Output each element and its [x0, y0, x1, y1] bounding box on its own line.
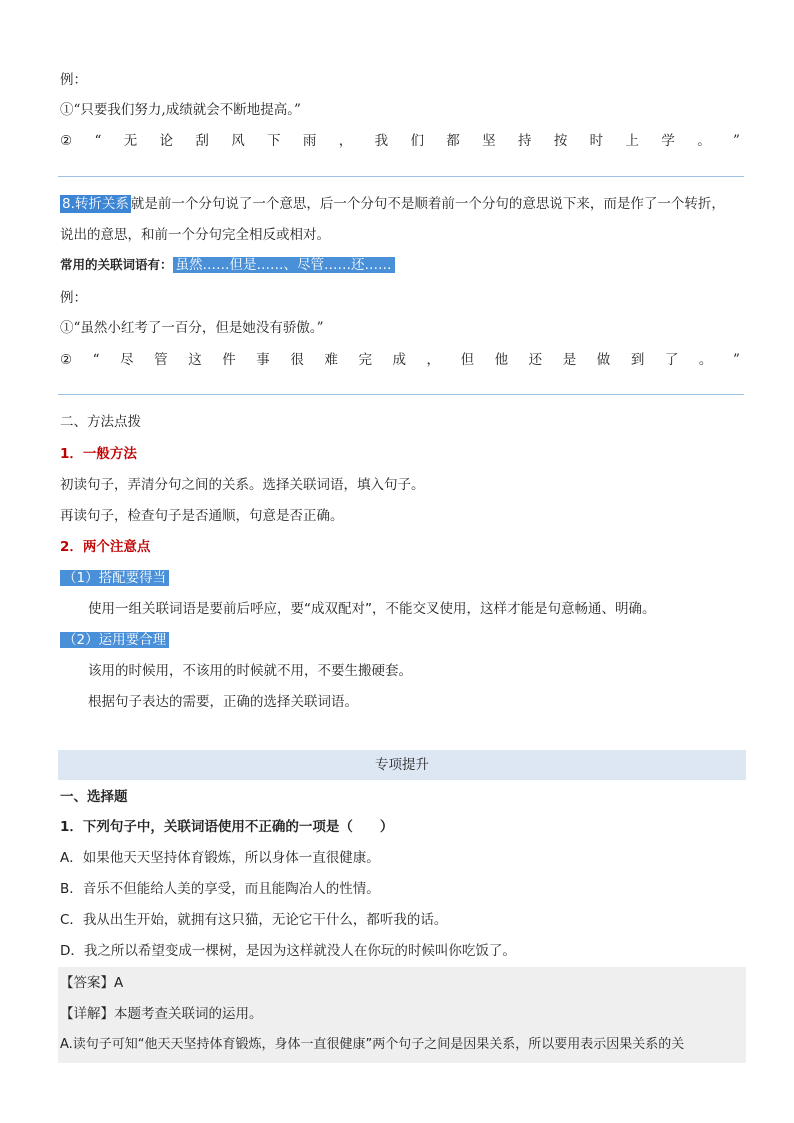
method-line-1: 初读句子，弄清分句之间的关系。选择关联词语，填入句子。	[60, 477, 425, 493]
point-1-text: 使用一组关联词语是要前后呼应，要“成双配对”，不能交叉使用，这样才能是句意畅通、明确。	[88, 601, 656, 617]
point-2-tag-line	[60, 630, 169, 650]
example-item-1: ①“只要我们努力,成绩就会不断地提高。”	[60, 102, 301, 118]
point-2-tag: （2）运用要合理	[60, 632, 169, 648]
question-stem: 1．下列句子中，关联词语使用不正确的一项是（ ）	[60, 819, 394, 835]
point-2-text-1: 该用的时候用，不该用的时候就不用，不要生搬硬套。	[88, 663, 412, 679]
option-b: B．音乐不但能给人美的享受，而且能陶冶人的性情。	[60, 881, 380, 897]
option-a: A．如果他天天坚持体育锻炼，所以身体一直很健康。	[60, 850, 380, 866]
detail-line: 【详解】本题考查关联词的运用。	[60, 1006, 263, 1022]
transition-paragraph-2: 说出的意思，和前一个分句完全相反或相对。	[60, 227, 330, 243]
divider	[58, 394, 744, 395]
methods-heading: 二、方法点拨	[60, 414, 141, 430]
point-2-text-2: 根据句子表达的需要，正确的选择关联词语。	[88, 694, 358, 710]
method-subheading-1: 1．一般方法	[60, 446, 137, 462]
method-subheading-2: 2．两个注意点	[60, 539, 151, 555]
question-section-heading: 一、选择题	[60, 789, 128, 805]
option-d: D．我之所以希望变成一棵树，是因为这样就没人在你玩的时候叫你吃饭了。	[60, 943, 516, 959]
example-label: 例：	[60, 290, 87, 306]
common-words-line	[60, 255, 395, 275]
method-line-2: 再读句子，检查句子是否通顺，句意是否正确。	[60, 508, 344, 524]
detail-line-2: A.读句子可知“他天天坚持体育锻炼，身体一直很健康”两个句子之间是因果关系，所以要用表示因果关系的关	[60, 1037, 685, 1052]
transition-example-1: ①“虽然小红考了一百分，但是她没有骄傲。”	[60, 320, 324, 336]
point-1-tag: （1）搭配要得当	[60, 570, 169, 586]
divider	[58, 176, 744, 177]
option-c: C．我从出生开始，就拥有这只猫，无论它干什么，都听我的话。	[60, 912, 448, 928]
example-item-2: ② “ 无 论 刮 风 下 雨 ， 我 们 都 坚 持 按 时 上 学 。 ”	[60, 133, 740, 149]
transition-tag: 8.转折关系	[62, 196, 129, 212]
transition-paragraph-1: 8.转折关系 就是前一个分句说了一个意思，后一个分句不是顺着前一个分句的意思说下来，而是作了一个转折，	[62, 196, 725, 212]
example-label: 例：	[60, 72, 87, 88]
answer-box	[58, 967, 746, 1063]
common-words-label: 常用的关联词语有：	[60, 257, 173, 272]
section-title-bar: 专项提升	[58, 750, 746, 780]
transition-example-2: ② “ 尽 管 这 件 事 很 难 完 成 ， 但 他 还 是 做 到 了 。 ”	[60, 352, 740, 368]
point-1-tag-line	[60, 568, 169, 588]
answer-line: 【答案】A	[60, 975, 124, 991]
common-words-highlight: 虽然……但是……、尽管……还……	[173, 257, 395, 273]
